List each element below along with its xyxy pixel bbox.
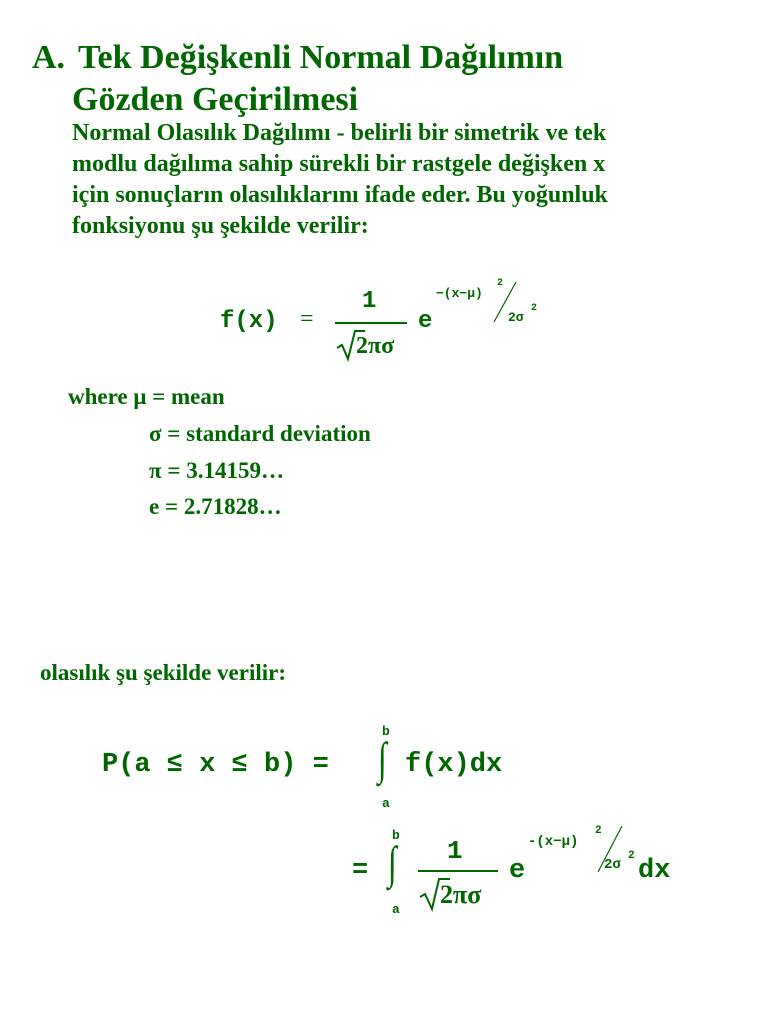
integral-lower-limit: a <box>382 796 390 811</box>
density-denominator: 2πσ <box>356 333 395 359</box>
density-numerator: 1 <box>362 288 377 315</box>
integral-upper-limit: b <box>382 724 390 739</box>
intro-line: için sonuçların olasılıklarını ifade eder. Bu yoğunluk <box>72 182 608 208</box>
definition-sigma: σ = standard deviation <box>149 421 371 446</box>
intro-line: fonksiyonu şu şekilde verilir: <box>72 213 369 239</box>
probability-numerator: 1 <box>447 836 463 866</box>
definition-mean: where μ = mean <box>68 384 225 409</box>
definition-e: e = 2.71828… <box>149 494 282 519</box>
intro-line: Normal Olasılık Dağılımı - belirli bir simetrik ve tek <box>72 120 607 146</box>
probability-lhs: P(a ≤ x ≤ b) = <box>102 750 329 780</box>
integrand: f(x)dx <box>405 750 503 780</box>
heading-letter: A. <box>32 39 66 76</box>
density-equals: = <box>300 306 314 332</box>
density-e: e <box>418 308 433 335</box>
intro-line: modlu dağılıma sahip sürekli bir rastgele değişken x <box>72 151 606 177</box>
probability-exponent-numerator: -(x−μ) <box>528 834 579 850</box>
probability-dx: dx <box>638 856 671 886</box>
heading-line1: Tek Değişkenli Normal Dağılımın <box>78 39 564 76</box>
probability-equals: = <box>352 856 369 886</box>
density-exponent-power: 2 <box>497 278 504 289</box>
probability-exponent-den-power: 2 <box>628 850 635 862</box>
probability-e: e <box>509 856 526 886</box>
density-exponent-numerator: −(x−μ) <box>436 286 483 301</box>
density-fraction-bar <box>335 322 407 324</box>
density-exponent-den-power: 2 <box>531 303 538 314</box>
integral-sign: ∫ <box>377 733 387 784</box>
integral2-upper-limit: b <box>392 828 400 843</box>
density-exponent-denominator: 2σ <box>508 310 524 325</box>
integral2-sign: ∫ <box>387 837 397 888</box>
definition-pi: π = 3.14159… <box>149 458 284 483</box>
probability-exponent-denominator: 2σ <box>604 857 621 873</box>
probability-denominator: 2πσ <box>440 880 482 909</box>
density-lhs: f(x) <box>220 308 278 335</box>
heading-line2: Gözden Geçirilmesi <box>72 81 359 118</box>
probability-exponent-power: 2 <box>595 825 602 837</box>
probability-fraction-bar <box>418 870 498 872</box>
probability-intro: olasılık şu şekilde verilir: <box>40 660 286 685</box>
integral2-lower-limit: a <box>392 902 400 917</box>
intro-paragraph <box>72 118 608 242</box>
